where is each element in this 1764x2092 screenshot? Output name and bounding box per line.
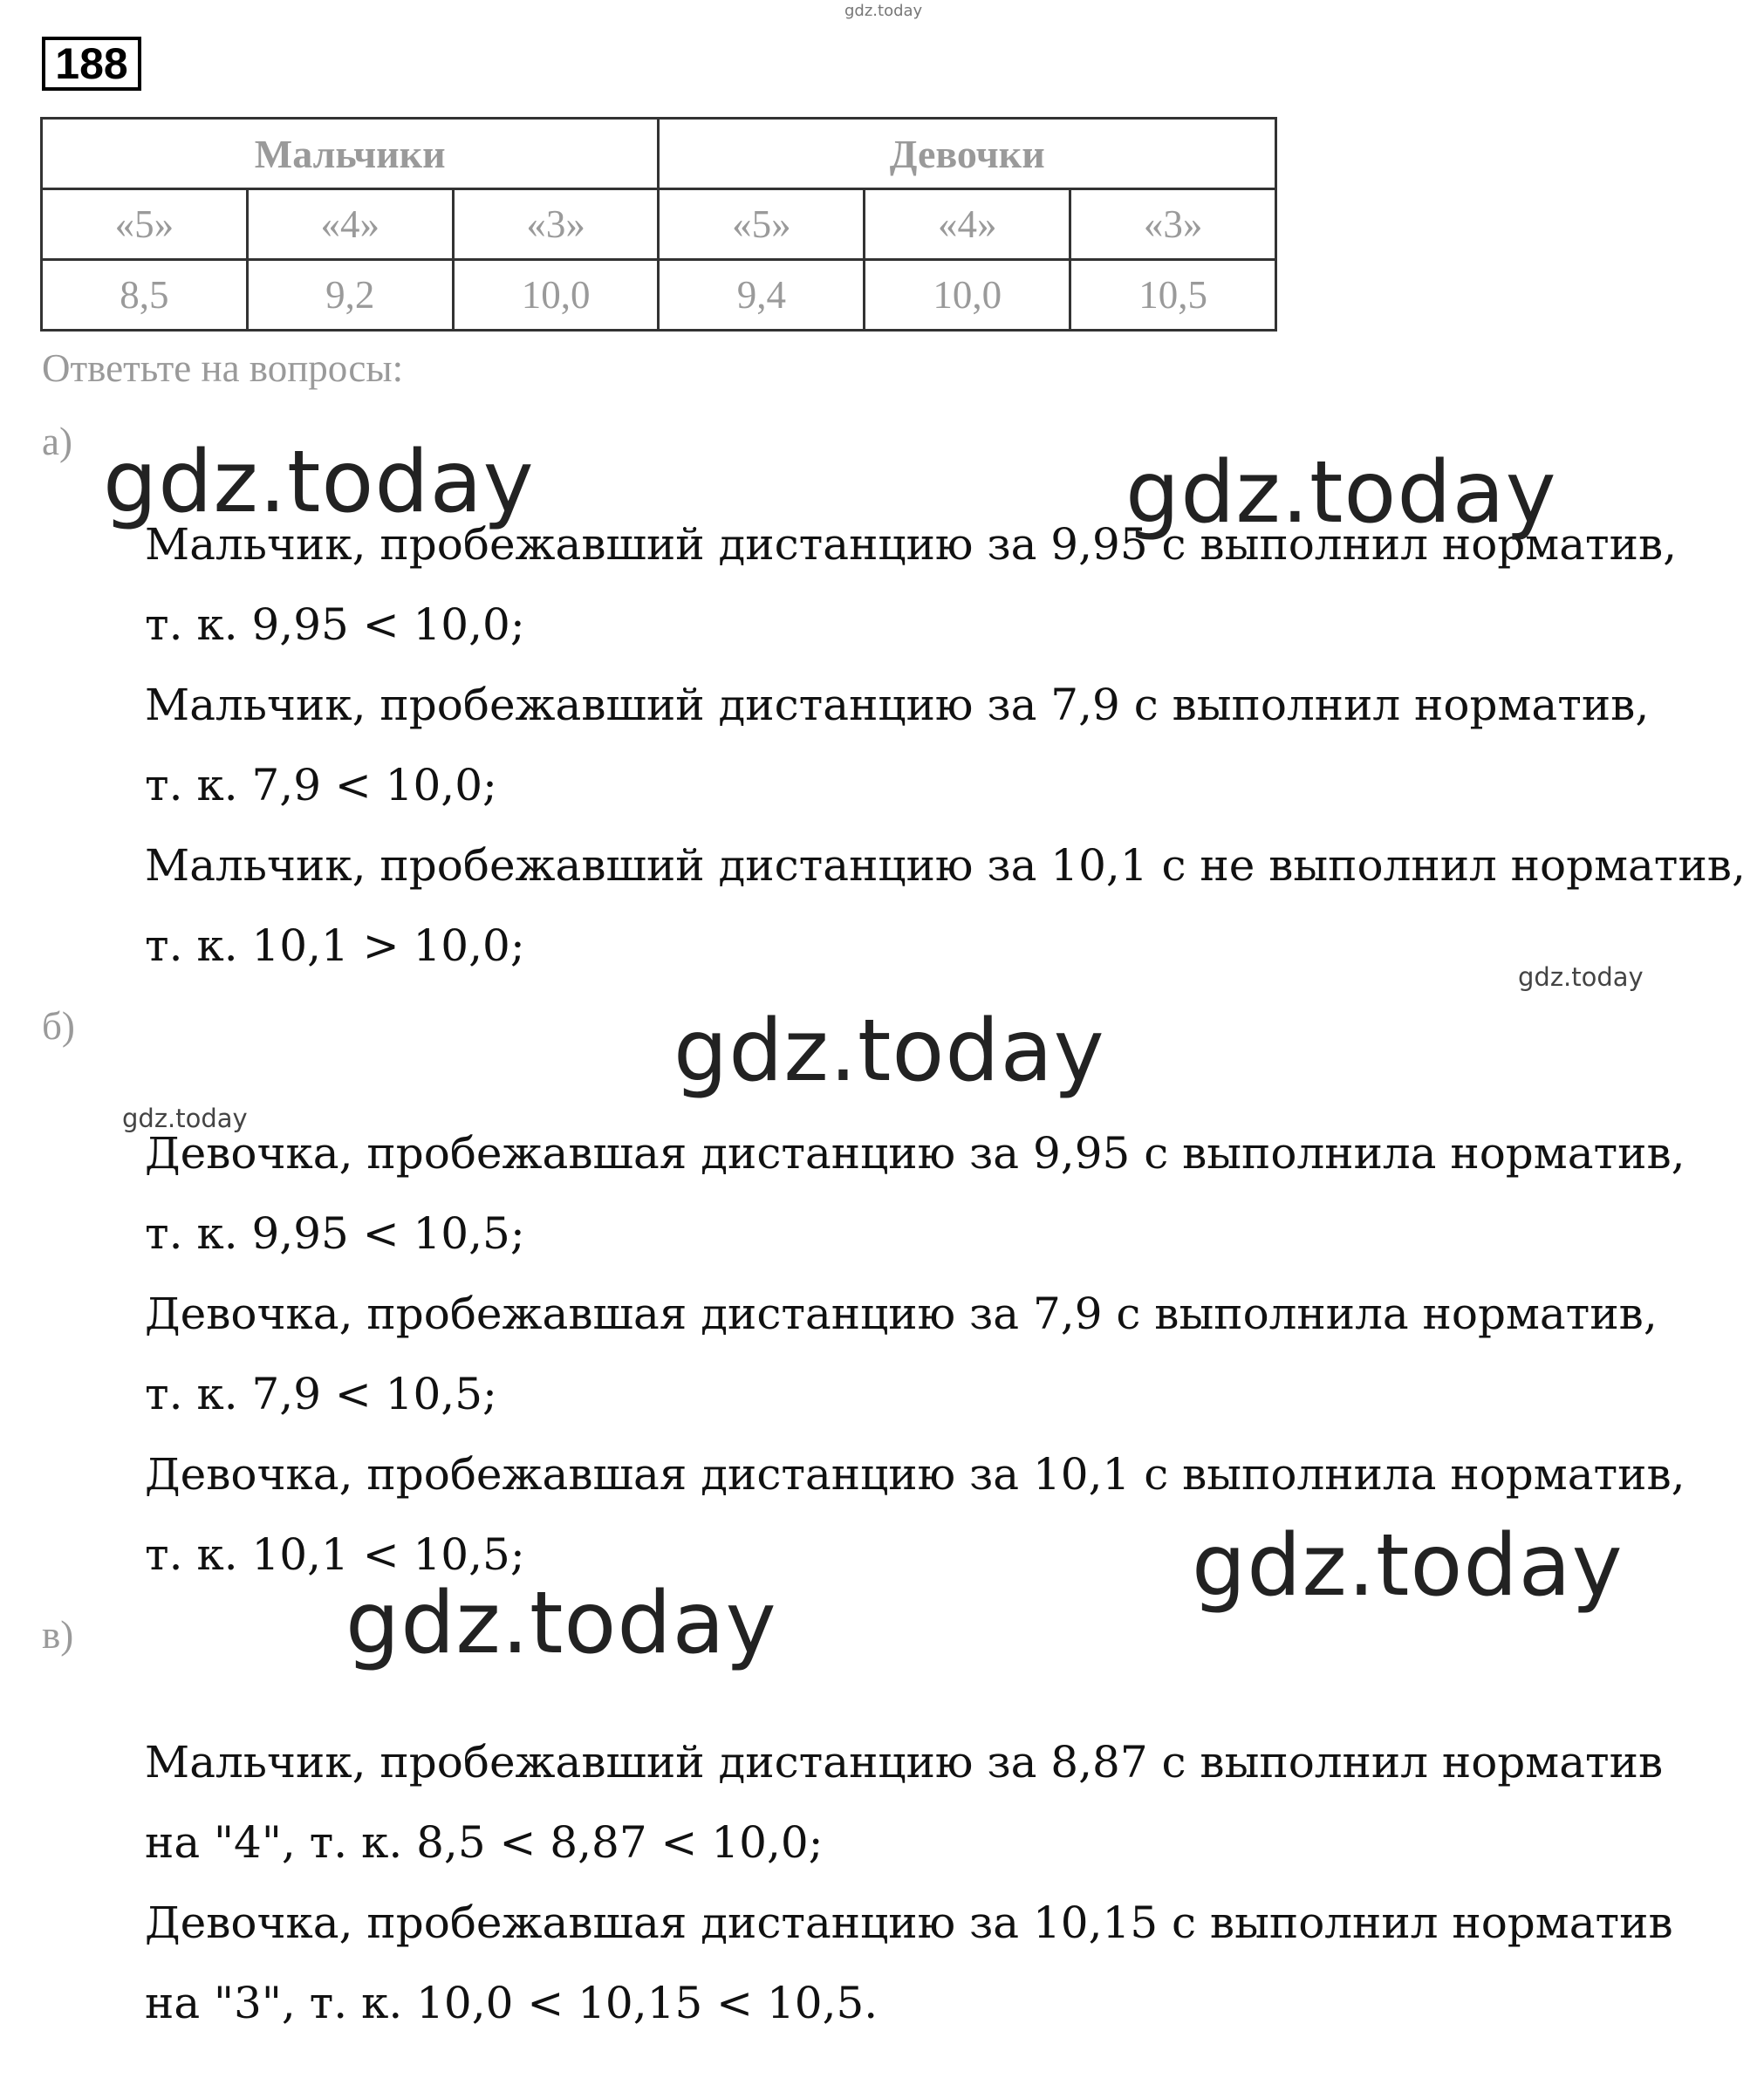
problem-number: 188: [42, 37, 141, 91]
part-c-line: Мальчик, пробежавший дистанцию за 8,87 с выполнил норматив: [145, 1737, 1664, 1788]
questions-prompt: Ответьте на вопросы:: [42, 346, 404, 390]
watermark: gdz.today: [1518, 962, 1644, 992]
time-cell: 9,4: [659, 260, 865, 331]
part-c-label: в): [42, 1613, 74, 1657]
grade-cell: «3»: [1070, 189, 1276, 260]
time-cell: 8,5: [42, 260, 248, 331]
grade-cell: «5»: [659, 189, 865, 260]
part-b-line: Девочка, пробежавшая дистанцию за 10,1 с выполнила норматив,: [145, 1449, 1685, 1500]
table-header-row: [42, 119, 1276, 189]
part-b-label: б): [42, 1004, 75, 1048]
time-cell: 9,2: [247, 260, 453, 331]
grade-cell: «3»: [453, 189, 659, 260]
watermark: gdz.today: [1125, 443, 1557, 543]
watermark: gdz.today: [103, 433, 535, 532]
grade-cell: «4»: [865, 189, 1070, 260]
part-c-line: Девочка, пробежавшая дистанцию за 10,15 с выполнил норматив: [145, 1897, 1673, 1948]
part-b-line: т. к. 10,1 < 10,5;: [145, 1529, 525, 1580]
norms-table: [40, 117, 1277, 332]
part-b-line: Девочка, пробежавшая дистанцию за 9,95 с выполнила норматив,: [145, 1128, 1685, 1179]
part-a-line: т. к. 10,1 > 10,0;: [145, 920, 525, 971]
time-cell: 10,0: [865, 260, 1070, 331]
time-cell: 10,0: [453, 260, 659, 331]
grade-cell: «4»: [247, 189, 453, 260]
header-watermark: gdz.today: [844, 2, 923, 20]
watermark: gdz.today: [122, 1104, 248, 1133]
part-c-line: на "4", т. к. 8,5 < 8,87 < 10,0;: [145, 1817, 824, 1868]
group-header-girls: Девочки: [659, 119, 1276, 189]
grade-cell: «5»: [42, 189, 248, 260]
group-header-boys: Мальчики: [42, 119, 659, 189]
part-a-line: Мальчик, пробежавший дистанцию за 7,9 с выполнил норматив,: [145, 680, 1650, 730]
part-c-line: на "3", т. к. 10,0 < 10,15 < 10,5.: [145, 1978, 879, 2028]
watermark: gdz.today: [345, 1574, 777, 1673]
part-b-line: т. к. 7,9 < 10,5;: [145, 1369, 497, 1419]
part-b-line: т. к. 9,95 < 10,5;: [145, 1208, 525, 1259]
part-a-line: Мальчик, пробежавший дистанцию за 9,95 с выполнил норматив,: [145, 519, 1678, 570]
grades-row: [42, 189, 1276, 260]
part-a-line: Мальчик, пробежавший дистанцию за 10,1 с не выполнил норматив,: [145, 840, 1746, 891]
time-cell: 10,5: [1070, 260, 1276, 331]
part-a-line: т. к. 7,9 < 10,0;: [145, 760, 497, 810]
part-a-line: т. к. 9,95 < 10,0;: [145, 599, 525, 650]
part-a-label: а): [42, 420, 72, 463]
watermark: gdz.today: [673, 1002, 1105, 1101]
times-row: [42, 260, 1276, 331]
watermark: gdz.today: [1192, 1516, 1624, 1616]
part-b-line: Девочка, пробежавшая дистанцию за 7,9 с выполнила норматив,: [145, 1289, 1658, 1339]
